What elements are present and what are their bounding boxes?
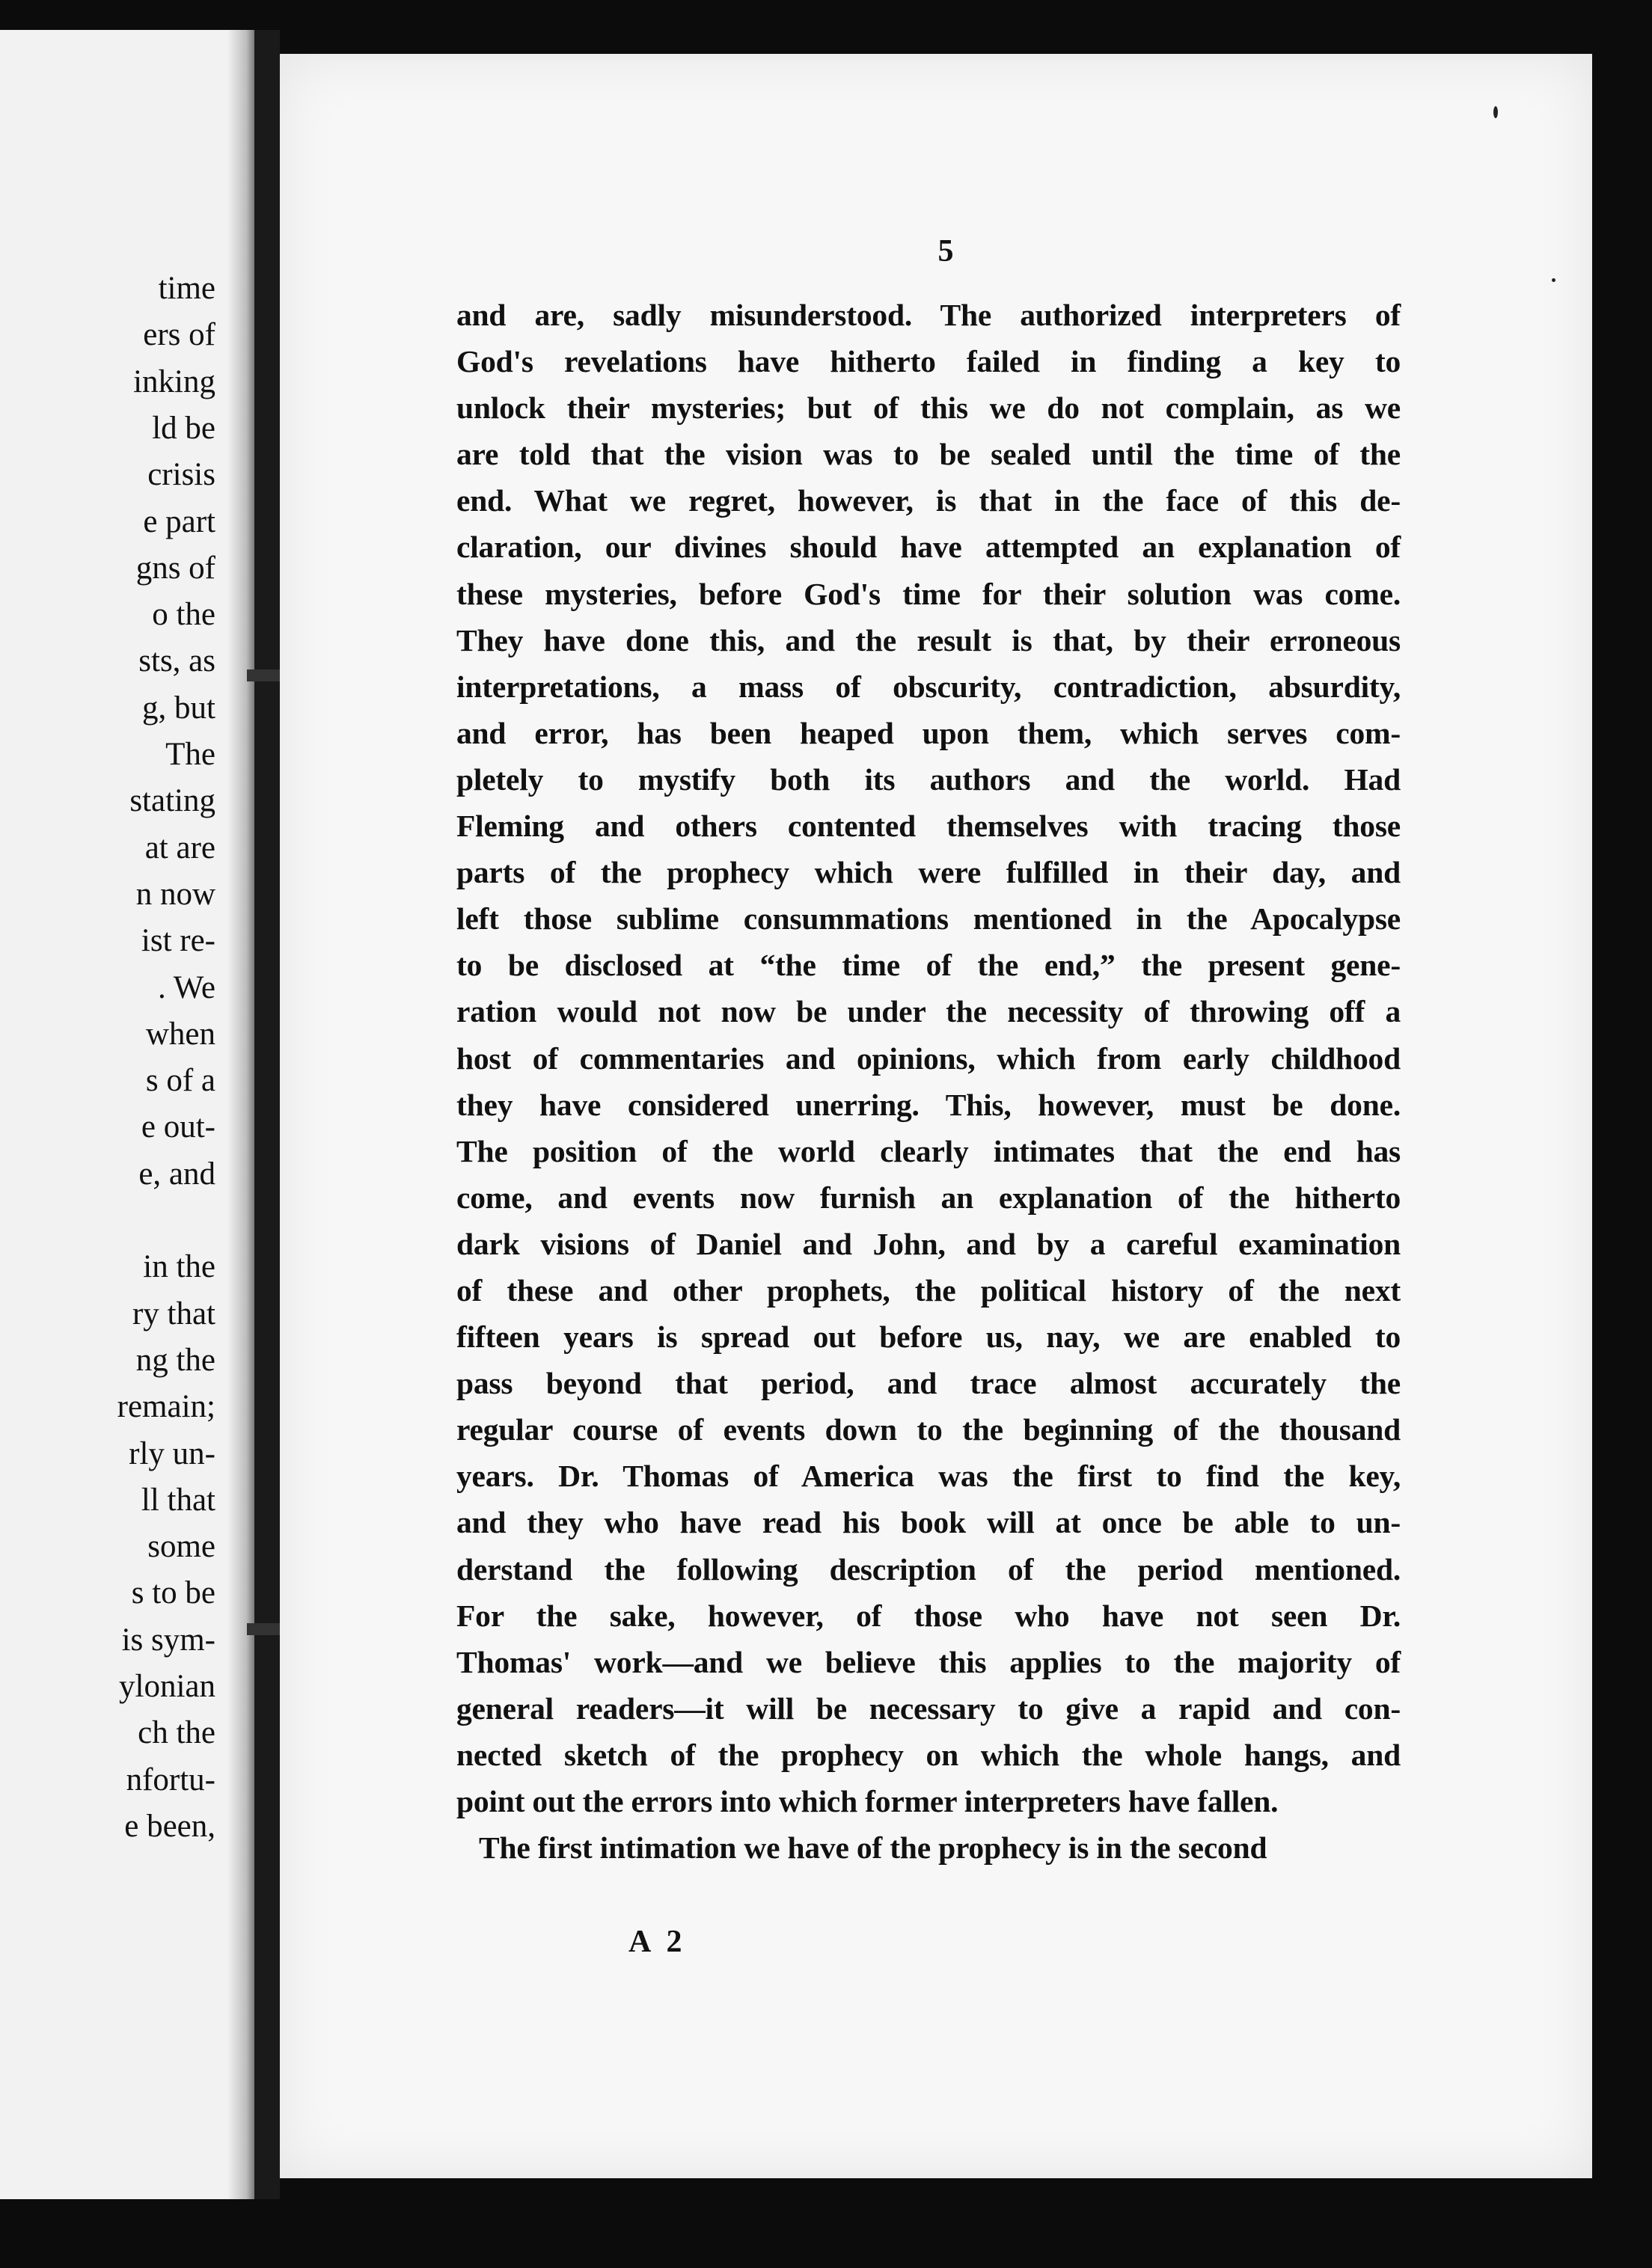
left-text-fragment: ng the: [135, 1342, 215, 1378]
text-line: They have done this, and the result is that, by their erroneous: [456, 622, 1401, 658]
left-text-fragment: ers of: [143, 317, 215, 353]
text-line: derstand the following description of the period mentioned.: [456, 1551, 1401, 1587]
text-line: point out the errors into which former interpreters have fallen.: [456, 1784, 1279, 1818]
text-line: God's revelations have hitherto failed in finding a key to: [456, 344, 1401, 379]
text-line: nected sketch of the prophecy on which the whole hangs, and: [456, 1737, 1401, 1772]
text-line: fifteen years is spread out before us, nay, we are enabled to: [456, 1320, 1401, 1355]
text-line: general readers—it will be necessary to give a rapid and con-: [456, 1691, 1401, 1726]
text-line: these mysteries, before God's time for their solution was come.: [456, 576, 1401, 611]
body-text: [456, 292, 1401, 1871]
text-line: unlock their mysteries; but of this we do not complain, as we: [456, 390, 1401, 426]
left-text-fragment: o the: [152, 597, 215, 633]
text-line: parts of the prophecy which were fulfilled in their day, and: [456, 855, 1401, 890]
text-line: and error, has been heaped upon them, which serves com-: [456, 715, 1401, 750]
left-text-fragment: ry that: [132, 1296, 215, 1331]
text-line: to be disclosed at “the time of the end,” the present gene-: [456, 948, 1401, 983]
left-text-fragment: ll that: [141, 1482, 215, 1518]
text-line: Fleming and others contented themselves with tracing those: [456, 809, 1401, 844]
text-line: pletely to mystify both its authors and the world. Had: [456, 761, 1401, 797]
left-text-fragment: rly un-: [129, 1435, 215, 1471]
left-text-fragment: some: [147, 1529, 215, 1565]
text-line: and they who have read his book will at once be able to un-: [456, 1505, 1401, 1540]
text-line: end. What we regret, however, is that in the face of this de-: [456, 483, 1401, 518]
text-line: For the sake, however, of those who have not seen Dr.: [456, 1598, 1401, 1633]
text-line: they have considered unerring. This, however, must be done.: [456, 1087, 1401, 1122]
text-line: claration, our divines should have attempted an explanation of: [456, 530, 1401, 565]
paper-speck: [1552, 278, 1555, 282]
left-text-fragment: crisis: [147, 457, 215, 493]
left-text-fragment: at are: [144, 830, 215, 865]
text-line: ration would not now be under the necessity of throwing off a: [456, 994, 1401, 1029]
text-line: left those sublime consummations mentioned in the Apocalypse: [456, 901, 1401, 937]
left-text-fragment: time: [158, 271, 215, 306]
left-page-fragment: [0, 30, 254, 2199]
text-line: of these and other prophets, the political history of the next: [456, 1272, 1401, 1308]
text-line: dark visions of Daniel and John, and by a careful examination: [456, 1226, 1401, 1261]
text-line: The position of the world clearly intimates that the end has: [456, 1133, 1401, 1168]
left-text-fragment: s of a: [145, 1063, 215, 1099]
left-text-fragment: ist re-: [141, 923, 215, 959]
left-text-fragment: The: [165, 737, 215, 772]
page-number: 5: [937, 234, 954, 269]
left-text-fragment: is sym-: [121, 1622, 215, 1658]
left-text-fragment: sts, as: [138, 643, 215, 679]
left-text-fragment: in the: [143, 1249, 215, 1285]
gutter-shadow: [227, 30, 254, 2199]
left-text-fragment: n now: [135, 876, 215, 912]
right-page: [280, 54, 1592, 2178]
left-text-fragment: e, and: [138, 1156, 215, 1192]
text-line: Thomas' work—and we believe this applies to the majority of: [456, 1644, 1401, 1679]
left-text-fragment: stating: [129, 783, 215, 819]
left-text-fragment: e been,: [124, 1808, 215, 1844]
left-text-fragment: remain;: [117, 1389, 215, 1425]
text-line: regular course of events down to the beginning of the thousand: [456, 1412, 1401, 1447]
text-line: years. Dr. Thomas of America was the first to find the key,: [456, 1459, 1401, 1494]
left-text-fragment: nfortu-: [126, 1762, 215, 1797]
left-text-fragment: s to be: [131, 1575, 215, 1611]
signature-mark: A 2: [628, 1925, 687, 1959]
text-line: and are, sadly misunderstood. The authorized interpreters of: [456, 298, 1401, 332]
left-text-fragment: when: [145, 1016, 215, 1052]
left-text-fragment: gns of: [135, 550, 215, 586]
left-text-fragment: ylonian: [119, 1669, 215, 1704]
text-line: host of commentaries and opinions, which from early childhood: [456, 1040, 1401, 1076]
left-text-fragment: e part: [143, 503, 215, 539]
left-text-fragment: g, but: [142, 690, 215, 726]
text-line: are told that the vision was to be sealed until the time of the: [456, 437, 1401, 472]
text-line: pass beyond that period, and trace almost accurately the: [456, 1366, 1401, 1401]
left-text-fragment: e out-: [141, 1109, 215, 1145]
left-text-fragment: inking: [133, 364, 215, 399]
left-text-fragment: ld be: [152, 410, 215, 446]
text-line: The first intimation we have of the prophecy is in the second: [479, 1830, 1267, 1866]
left-text-fragment: ch the: [138, 1715, 215, 1751]
text-line: interpretations, a mass of obscurity, contradiction, absurdity,: [456, 669, 1401, 704]
paper-speck: [1493, 106, 1498, 118]
book-binding: [254, 30, 280, 2199]
left-text-fragment: . We: [158, 969, 215, 1005]
text-line: come, and events now furnish an explanation of the hitherto: [456, 1180, 1401, 1215]
